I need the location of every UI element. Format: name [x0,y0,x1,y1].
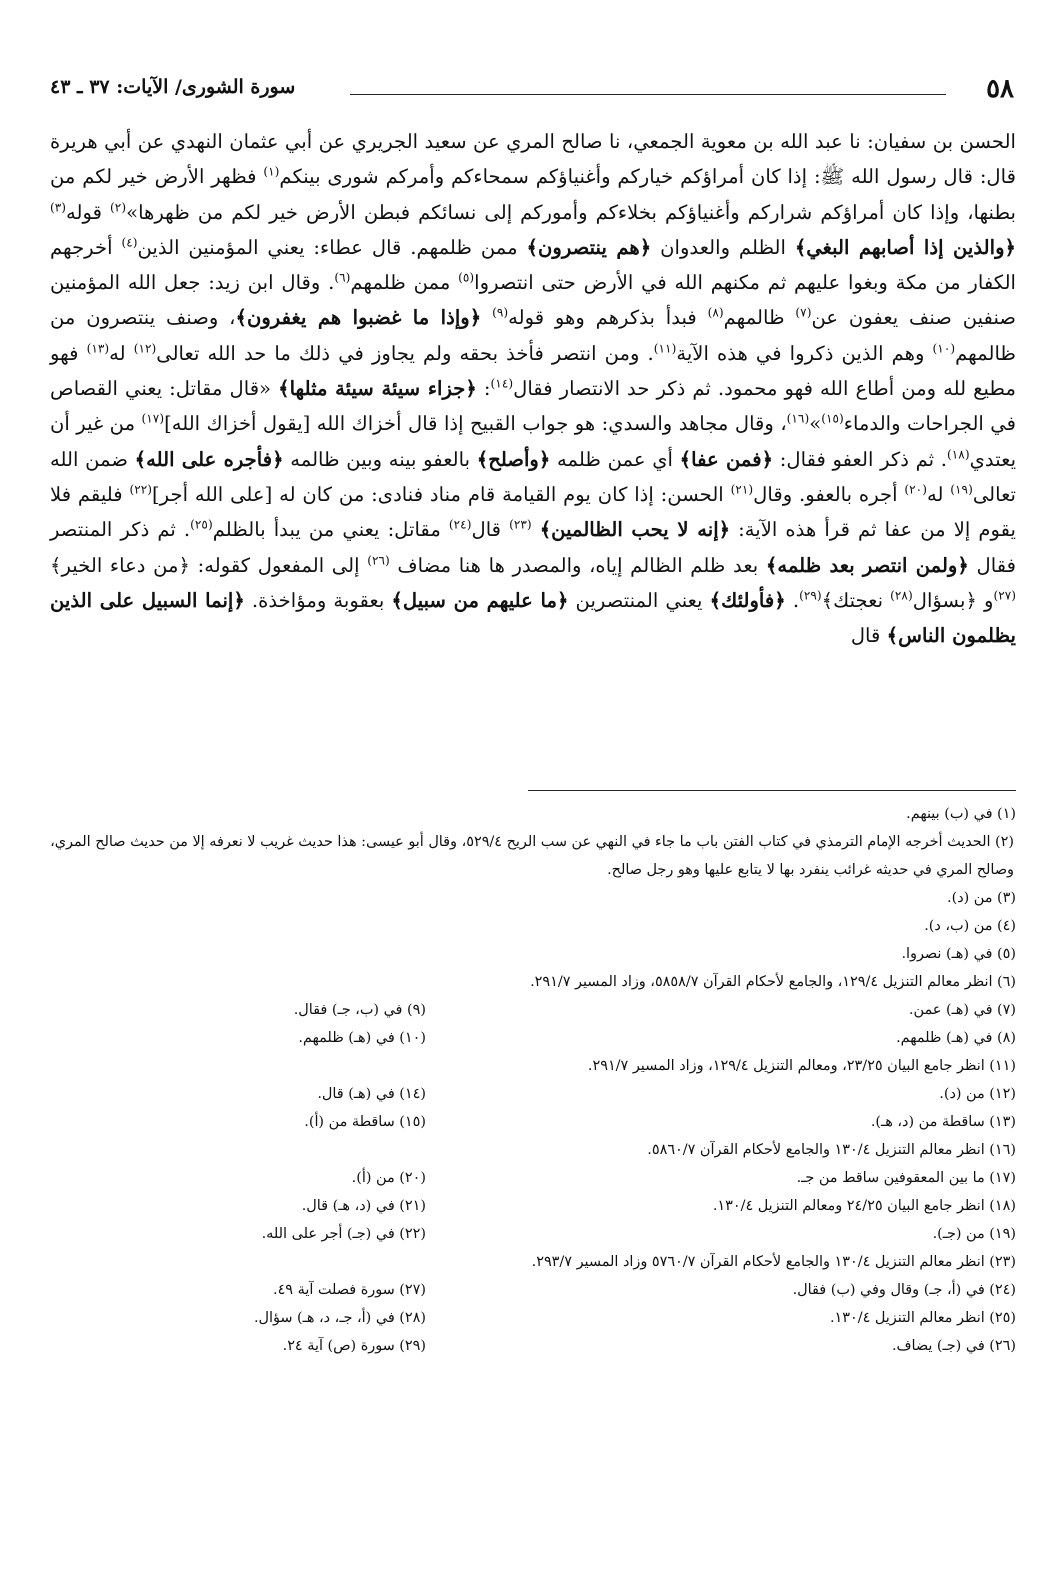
footnote-18: (١٨) انظر جامع البيان ٢٤/٢٥ ومعالم التنزيل ١٣٠/٤. [712,1198,1016,1214]
main-text [50,124,1016,653]
footnote-29: (٢٩) سورة (ص) آية ٢٤. [282,1338,426,1354]
footnote-row [40,1332,1016,1360]
footnote-8: (٨) في (هـ) ظلمهم. [896,1030,1016,1046]
running-title: سورة الشورى/ الآيات: ٣٧ ـ ٤٣ [50,76,296,98]
footnote-separator [528,790,1016,791]
footnote-27: (٢٧) سورة فصلت آية ٤٩. [272,1282,426,1298]
footnote-row [40,1192,1016,1220]
page-number: ٥٨ [986,74,1014,104]
footnote-row [40,1024,1016,1052]
footnote-7: (٧) في (هـ) عمن. [908,1002,1016,1018]
footnote-4: (٤) من (ب، د). [924,918,1016,934]
footnote-12: (١٢) من (د). [939,1086,1016,1102]
footnote-16: (١٦) انظر معالم التنزيل ١٣٠/٤ والجامع لأحكام القرآن ٥٨٦٠/٧. [647,1142,1016,1158]
footnote-11: (١١) انظر جامع البيان ٢٣/٢٥، ومعالم التنزيل ١٢٩/٤، وزاد المسير ٢٩١/٧. [587,1058,1016,1074]
footnote-row [40,1220,1016,1248]
footnote-22: (٢٢) في (جـ) أجر على الله. [261,1226,426,1242]
header-rule [350,94,946,95]
footnote-row [40,996,1016,1024]
footnote-28: (٢٨) في (أ، جـ، د، هـ) سؤال. [253,1310,426,1326]
footnote-21: (٢١) في (د، هـ) قال. [301,1198,426,1214]
page-header [50,70,1016,110]
footnote-6: (٦) انظر معالم التنزيل ١٢٩/٤، والجامع لأحكام القرآن ٥٨٥٨/٧، وزاد المسير ٢٩١/٧. [530,974,1016,990]
footnote-23: (٢٣) انظر معالم التنزيل ١٣٠/٤ والجامع لأحكام القرآن ٥٧٦٠/٧ وزاد المسير ٢٩٣/٧. [531,1254,1016,1270]
footnote-3: (٣) من (د). [947,890,1016,906]
footnote-row [40,1304,1016,1332]
footnote-row [40,1164,1016,1192]
footnote-row [40,1080,1016,1108]
footnote-13: (١٣) ساقطة من (د، هـ). [870,1114,1016,1130]
footnote-25: (٢٥) انظر معالم التنزيل ١٣٠/٤. [829,1310,1016,1326]
footnote-9: (٩) في (ب، جـ) فقال. [293,1002,426,1018]
footnote-26: (٢٦) في (جـ) يضاف. [891,1338,1016,1354]
footnote-10: (١٠) في (هـ) ظلمهم. [298,1030,426,1046]
footnote-15: (١٥) ساقطة من (أ). [304,1114,426,1130]
footnote-row [40,1276,1016,1304]
footnote-24: (٢٤) في (أ، جـ) وقال وفي (ب) فقال. [792,1282,1016,1298]
footnote-17: (١٧) ما بين المعقوفين ساقط من جـ. [796,1170,1016,1186]
footnote-2: (٢) الحديث أخرجه الإمام الترمذي في كتاب الفتن باب ما جاء في النهي عن سب الريح ٥٢٩/٤، وقال أبو عيسى: هذا حديث غريب لا نعرفه إلا من حديث صالح المري، وصالح المري في حديثه غرائب ينفرد بها لا يتابع عليها وهو رجل صالح. [50,834,1014,878]
footnote-1: (١) في (ب) بينهم. [906,806,1016,822]
main-paragraph: الحسن بن سفيان: نا عبد الله بن معوية الجمعي، نا صالح المري عن سعيد الجريري عن أبي عثمان النهدي عن أبي هريرة قال: قال رسول الله ﷺ: إذا كان أمراؤكم خياركم وأغنياؤكم سمحاءكم وأمركم شورى بينكم$^{(١)}$ فظهر الأرض خير لكم من بطنها، وإذا كان أمراؤكم شراركم وأغنياؤكم بخلاءكم وأموركم إلى نسائكم فبطن الأرض خير لكم من ظهرها»$^{(٢)}$ قوله$^{(٣)}$ ﴿والذين إذا أصابهم البغي﴾ الظلم والعدوان ﴿هم ينتصرون﴾ ممن ظلمهم. قال عطاء: يعني المؤمنين الذين$^{(٤)}$ أخرجهم الكفار من مكة وبغوا عليهم ثم مكنهم الله في الأرض حتى انتصروا$^{(٥)}$ ممن ظلمهم$^{(٦)}$. وقال ابن زيد: جعل الله المؤمنين صنفين صنف يعفون عن$^{(٧)}$ ظالمهم$^{(٨)}$ فبدأ بذكرهم وهو قوله$^{(٩)}$ ﴿وإذا ما غضبوا هم يغفرون﴾، وصنف ينتصرون من ظالمهم$^{(١٠)}$ وهم الذين ذكروا في هذه الآية$^{(١١)}$. ومن انتصر فأخذ بحقه ولم يجاوز في ذلك ما حد الله تعالى$^{(١٢)}$ له$^{(١٣)}$ فهو مطيع لله ومن أطاع الله فهو محمود. ثم ذكر حد الانتصار فقال$^{(١٤)}$: ﴿جزاء سيئة سيئة مثلها﴾ «قال مقاتل: يعني القصاص في الجراحات والدماء$^{(١٥)}$»$^{(١٦)}$، وقال مجاهد والسدي: هو جواب القبيح إذا قال أخزاك الله [يقول أخزاك الله]$^{(١٧)}$ من غير أن يعتدي$^{(١٨)}$. ثم ذكر العفو فقال: ﴿فمن عفا﴾ أي عمن ظلمه ﴿وأصلح﴾ بالعفو بينه وبين ظالمه ﴿فأجره على الله﴾ ضمن الله تعالى$^{(١٩)}$ له$^{(٢٠)}$ أجره بالعفو. وقال$^{(٢١)}$ الحسن: إذا كان يوم القيامة قام مناد فنادى: من كان له [على الله أجر]$^{(٢٢)}$ فليقم فلا يقوم إلا من عفا ثم قرأ هذه الآية: ﴿إنه لا يحب الظالمين﴾ $^{(٢٣)}$ قال$^{(٢٤)}$ مقاتل: يعني من يبدأ بالظلم$^{(٢٥)}$. ثم ذكر المنتصر فقال ﴿ولمن انتصر بعد ظلمه﴾ بعد ظلم الظالم إياه، والمصدر ها هنا مضاف $^{(٢٦)}$ إلى المفعول كقوله: ﴿من دعاء الخير﴾ $^{(٢٧)}$و ﴿بسؤال$^{(٢٨)}$ نعجتك﴾$^{(٢٩)}$. ﴿فأولئك﴾ يعني المنتصرين ﴿ما عليهم من سبيل﴾ بعقوبة ومؤاخذة. ﴿إنما السبيل على الذين يظلمون الناس﴾ قال [50,130,1017,648]
footnote-5: (٥) في (هـ) نصروا. [901,946,1016,962]
footnote-19: (١٩) من (جـ). [932,1226,1016,1242]
footnote-14: (١٤) في (هـ) قال. [317,1086,426,1102]
footnote-row [40,1108,1016,1136]
footnote-20: (٢٠) من (أ). [351,1170,426,1186]
footnotes [40,800,1016,1360]
